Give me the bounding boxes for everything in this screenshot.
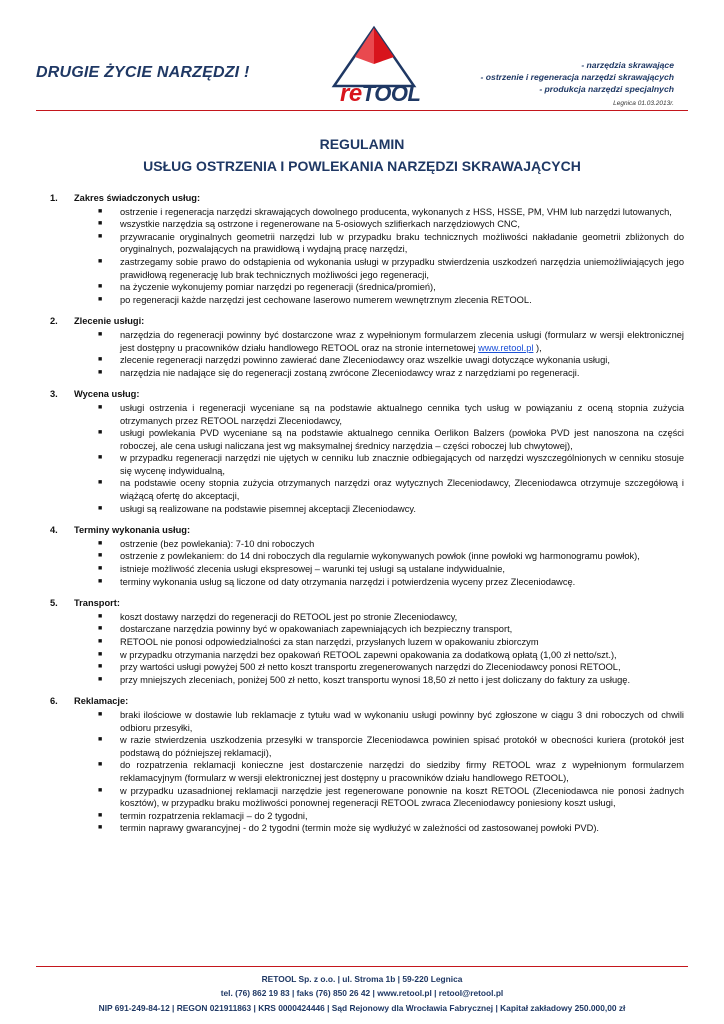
list-item: ■ istnieje możliwość zlecenia usługi ekspresowej – warunki tej usługi są ustalane indywidualnie,: [98, 564, 505, 575]
list-item: ■ terminy wykonania usług są liczone od daty otrzymania narzędzi i potwierdzenia wyceny przez Zleceniodawcę.: [98, 576, 576, 587]
section-transport: [50, 597, 684, 686]
list-item: ■ na podstawie oceny stopnia zużycia otrzymanych narzędzi oraz wytycznych Zleceniodawcy, Zleceniodawca otrzymuje szczegółową i wiążącą ofertę do akceptacji,: [98, 478, 684, 502]
section-title: Wycena usług:: [74, 389, 140, 400]
section-list: [74, 709, 684, 835]
section-list: [74, 206, 684, 307]
list-item: ■ RETOOL nie ponosi odpowiedzialności za stan narzędzi, przysłanych luzem w opakowaniu zbiorczym: [98, 637, 539, 647]
section-number: 1.: [50, 193, 58, 203]
bullet-icon: ■: [98, 786, 103, 794]
bullet-icon: ■: [98, 663, 103, 671]
logo-wordmark: reTOOL: [340, 80, 421, 107]
list-item: ■ braki ilościowe w dostawie lub reklamacje z tytułu wad w wykonaniu usługi powinny być zgłoszone w ciągu 3 dni roboczych od chwili odbioru przesyłki,: [98, 709, 684, 733]
list-item: ■ narzędzia do regeneracji powinny być dostarczone wraz z wypełnionym formularzem zlecenia usługi (formularz w wersji elektronicznej jest dostępny u pracowników działu handlowego RETOOL oraz na stronie internetowej www.retool.pl ),: [98, 329, 684, 353]
header-divider: [36, 110, 688, 111]
bullet-icon: ■: [98, 675, 103, 683]
bullet-icon: ■: [98, 539, 103, 547]
bullet-icon: ■: [98, 356, 103, 364]
footer-address: RETOOL Sp. z o.o. | ul. Stroma 1b | 59-220 Legnica: [261, 974, 463, 984]
section-list: [74, 538, 684, 588]
place-date: Legnica 01.03.2013r.: [613, 100, 674, 107]
offer-line: - produkcja narzędzi specjalnych: [539, 84, 674, 94]
list-item: ■ koszt dostawy narzędzi do regeneracji do RETOOL jest po stronie Zleceniodawcy,: [98, 611, 458, 622]
website-link[interactable]: www.retool.pl: [478, 342, 534, 353]
list-item: ■ wszystkie narzędzia są ostrzone i regenerowane na 5-osiowych szlifierkach narzędziowych CNC,: [98, 219, 520, 230]
footer-registration: NIP 691-249-84-12 | REGON 021911863 | KRS 0000424446 | Sąd Rejonowy dla Wrocławia Fabrycznej | Kapitał zakładowy 250.000,00 zł: [98, 1003, 626, 1013]
section-title: Transport:: [74, 598, 120, 609]
bullet-icon: ■: [98, 710, 103, 718]
section-deadlines: [50, 524, 684, 588]
bullet-icon: ■: [98, 479, 103, 487]
bullet-icon: ■: [98, 330, 103, 338]
section-title: Reklamacje:: [74, 696, 129, 707]
tagline: DRUGIE ŻYCIE NARZĘDZI !: [36, 64, 250, 81]
bullet-icon: ■: [98, 220, 103, 228]
offer-list: [481, 59, 674, 95]
bullet-icon: ■: [98, 295, 103, 303]
regulations-body: [50, 192, 684, 844]
bullet-icon: ■: [98, 257, 103, 265]
bullet-icon: ■: [98, 454, 103, 462]
footer-divider: [36, 966, 688, 967]
bullet-icon: ■: [98, 504, 103, 512]
bullet-icon: ■: [98, 650, 103, 658]
list-item: ■ w przypadku uzasadnionej reklamacji narzędzie jest regenerowane ponownie na koszt RETOOL (Zleceniodawca nie ponosi żadnych kosztów), w przypadku braku możliwości ponownej regeneracji RETOOL zwraca Zleceniodawcy poniesiony koszt usługi,: [98, 785, 684, 809]
bullet-icon: ■: [98, 761, 103, 769]
list-item: ■ do rozpatrzenia reklamacji konieczne jest dostarczenie narzędzi do siedziby firmy RETOOL wraz z wypełnionym formularzem reklamacyjnym (formularz w wersji elektronicznej jest dostępny u pracowników działu handlowego RETOOL),: [98, 760, 684, 783]
section-number: 4.: [50, 525, 58, 536]
list-item: ■ usługi ostrzenia i regeneracji wyceniane są na podstawie aktualnego cennika tych usług w powiązaniu z oceną stopnia zużycia otrzymanych przez RETOOL narzędzi Zleceniodawcy,: [98, 402, 684, 426]
section-number: 5.: [50, 598, 58, 609]
section-list: [74, 329, 684, 379]
list-item: ■ w przypadku otrzymania narzędzi bez opakowań RETOOL zapewni opakowania za dodatkową opłatą (1,00 zł netto/szt.),: [98, 649, 617, 660]
document-title: REGULAMIN: [319, 136, 405, 152]
offer-line: - ostrzenie i regeneracja narzędzi skrawających: [480, 72, 674, 82]
bullet-icon: ■: [98, 368, 103, 376]
list-item: ■ ostrzenie i regeneracja narzędzi skrawających dowolnego producenta, wykonanych z HSS, HSSE, PM, VHM lub narzędzi lutowanych,: [98, 206, 672, 217]
section-scope: [50, 192, 684, 306]
bullet-icon: ■: [98, 565, 103, 573]
section-title: Zlecenie usługi:: [74, 316, 145, 327]
list-item: ■ po regeneracji każde narzędzi jest cechowane laserowo numerem wewnętrznym zlecenia RETOOL.: [98, 294, 532, 305]
section-list: [74, 402, 684, 515]
list-item: ■ zlecenie regeneracji narzędzi powinno zawierać dane Zleceniodawcy oraz wszelkie uwagi dotyczące wykonania usługi,: [98, 355, 610, 366]
section-number: 6.: [50, 696, 58, 707]
section-complaints: [50, 695, 684, 835]
bullet-icon: ■: [98, 403, 103, 411]
retool-logo: [322, 24, 442, 106]
bullet-icon: ■: [98, 283, 103, 291]
bullet-icon: ■: [98, 625, 103, 633]
bullet-icon: ■: [98, 824, 103, 832]
section-number: 3.: [50, 389, 58, 400]
list-item: ■ w razie stwierdzenia uszkodzenia przesyłki w transporcie Zleceniodawca powinien spisać protokół w obecności kuriera (protokół jest podstawą do późniejszej reklamacji),: [98, 735, 684, 758]
section-number: 2.: [50, 316, 58, 327]
section-pricing: [50, 388, 684, 515]
list-item: ■ termin rozpatrzenia reklamacji – do 2 tygodni,: [98, 810, 308, 821]
bullet-icon: ■: [98, 811, 103, 819]
section-order: [50, 315, 684, 379]
list-item: ■ usługi powlekania PVD wyceniane są na podstawie aktualnego cennika Oerlikon Balzers (powłoka PVD jest nanoszona na części roboczej, ale cena usługi naliczana jest wg maksymalnej średnicy narzędzia – części roboczej lub chwytowej),: [98, 428, 684, 451]
list-item: ■ termin naprawy gwarancyjnej - do 2 tygodni (termin może się wydłużyć w zależności od zastosowanej powłoki PVD).: [98, 823, 599, 834]
footer-contact: tel. (76) 862 19 83 | faks (76) 850 26 42 | www.retool.pl | retool@retool.pl: [220, 988, 504, 998]
bullet-icon: ■: [98, 207, 103, 215]
section-title: Terminy wykonania usług:: [74, 525, 191, 536]
list-item: ■ dostarczane narzędzia powinny być w opakowaniach zapewniających ich bezpieczny transport,: [98, 624, 513, 635]
list-item: ■ przy mniejszych zleceniach, poniżej 500 zł netto, koszt transportu wynosi 18,50 zł netto i jest doliczany do faktury za usługę.: [98, 674, 631, 685]
list-item: ■ przywracanie oryginalnych geometrii narzędzi lub w przypadku braku technicznych możliwości nakładanie geometrii zbliżonych do oryginalnych, pozwalających na prawidłową i wydajną pracę narzędzi,: [98, 231, 684, 255]
bullet-icon: ■: [98, 638, 103, 645]
document-subtitle: USŁUG OSTRZENIA I POWLEKANIA NARZĘDZI SKRAWAJĄCYCH: [143, 158, 581, 174]
list-item: ■ narzędzia nie nadające się do regeneracji zostaną zwrócone Zleceniodawcy wraz z narzędziami po regeneracji.: [98, 367, 580, 378]
section-list: [74, 611, 684, 687]
bullet-icon: ■: [98, 612, 103, 620]
list-item: ■ przy wartości usługi powyżej 500 zł netto koszt transportu zregenerowanych narzędzi do Zleceniodawcy ponosi RETOOL,: [98, 662, 621, 673]
bullet-icon: ■: [98, 429, 103, 437]
list-item: ■ zastrzegamy sobie prawo do odstąpienia od wykonania usługi w przypadku stwierdzenia uszkodzeń narzędzia uniemożliwiających jego prawidłową regenerację lub brak technicznych możliwości jego regeneracji,: [98, 256, 684, 280]
list-item: ■ ostrzenie (bez powlekania): 7-10 dni roboczych: [98, 538, 315, 549]
page-header: [0, 0, 724, 110]
list-item: ■ w przypadku regeneracji narzędzi nie ujętych w cenniku lub znacznie odbiegających od narzędzi wyszczególnionych w cenniku stosuje się wycenę indywidualną,: [98, 453, 684, 476]
bullet-icon: ■: [98, 552, 103, 560]
list-item: ■ usługi są realizowane na podstawie pisemnej akceptacji Zleceniodawcy.: [98, 503, 416, 514]
list-item: ■ ostrzenie z powlekaniem: do 14 dni roboczych dla regularnie wykonywanych powłok (inne powłoki wg harmonogramu powłok),: [98, 551, 640, 562]
bullet-icon: ■: [98, 736, 103, 744]
list-item: ■ na życzenie wykonujemy pomiar narzędzi po regeneracji (średnica/promień),: [98, 282, 436, 293]
bullet-icon: ■: [98, 577, 103, 585]
section-title: Zakres świadczonych usług:: [74, 193, 201, 203]
offer-line: - narzędzia skrawające: [581, 60, 674, 70]
bullet-icon: ■: [98, 232, 103, 240]
